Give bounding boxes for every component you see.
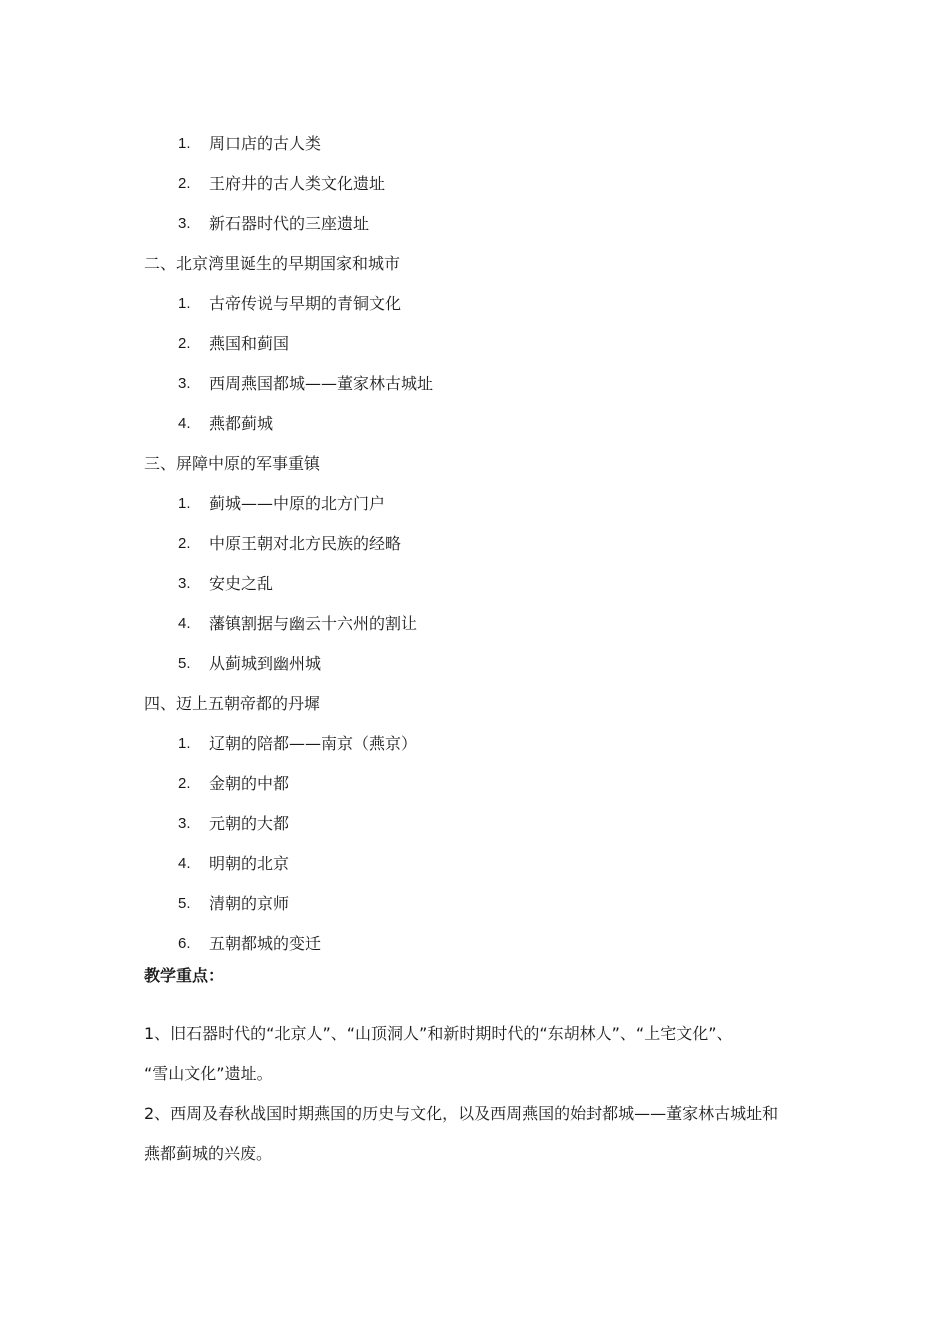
key-point-2: 2、西周及春秋战国时期燕国的历史与文化，以及西周燕国的始封都城——董家林古城址和 <box>144 1104 779 1123</box>
item-number: 5. <box>178 895 191 912</box>
item-text: 五朝都城的变迁 <box>209 934 322 953</box>
item-text: 西周燕国都城——董家林古城址 <box>209 374 434 393</box>
item-number: 1. <box>178 495 191 512</box>
key-point-1: 1、旧石器时代的“北京人”、“山顶洞人”和新时期时代的“东胡林人”、“上宅文化”、 <box>144 1024 733 1043</box>
key-point-2-cont: 燕都蓟城的兴废。 <box>144 1144 273 1163</box>
item-number: 3. <box>178 575 191 592</box>
item-number: 1. <box>178 295 191 312</box>
item-text: 古帝传说与早期的青铜文化 <box>209 294 402 313</box>
item-number: 2. <box>178 535 191 552</box>
item-text: 清朝的京师 <box>209 894 290 913</box>
item-text: 元朝的大都 <box>209 814 290 833</box>
item-number: 3. <box>178 215 191 232</box>
item-number: 4. <box>178 615 191 632</box>
item-number: 3. <box>178 815 191 832</box>
item-text: 藩镇割据与幽云十六州的割让 <box>209 614 418 633</box>
item-text: 蓟城——中原的北方门户 <box>209 494 386 513</box>
item-text: 周口店的古人类 <box>209 134 322 153</box>
item-text: 新石器时代的三座遗址 <box>209 214 370 233</box>
item-number: 1. <box>178 735 191 752</box>
item-number: 6. <box>178 935 191 952</box>
item-number: 2. <box>178 175 191 192</box>
item-text: 燕都蓟城 <box>209 414 274 433</box>
key-points-heading: 教学重点： <box>144 966 225 985</box>
item-text: 明朝的北京 <box>209 854 290 873</box>
item-number: 4. <box>178 855 191 872</box>
key-point-1-cont: “雪山文化”遗址。 <box>144 1064 273 1083</box>
item-number: 3. <box>178 375 191 392</box>
item-number: 4. <box>178 415 191 432</box>
section-title: 二、北京湾里诞生的早期国家和城市 <box>144 254 401 273</box>
item-number: 2. <box>178 775 191 792</box>
item-text: 燕国和蓟国 <box>209 334 290 353</box>
item-text: 安史之乱 <box>209 574 274 593</box>
item-number: 1. <box>178 135 191 152</box>
item-text: 辽朝的陪都——南京（燕京） <box>209 734 418 753</box>
section-title: 四、迈上五朝帝都的丹墀 <box>144 694 321 713</box>
item-number: 5. <box>178 655 191 672</box>
item-text: 王府井的古人类文化遗址 <box>209 174 386 193</box>
item-text: 金朝的中都 <box>209 774 290 793</box>
section-title: 三、屏障中原的军事重镇 <box>144 454 321 473</box>
item-number: 2. <box>178 335 191 352</box>
item-text: 中原王朝对北方民族的经略 <box>209 534 402 553</box>
item-text: 从蓟城到幽州城 <box>209 654 322 673</box>
